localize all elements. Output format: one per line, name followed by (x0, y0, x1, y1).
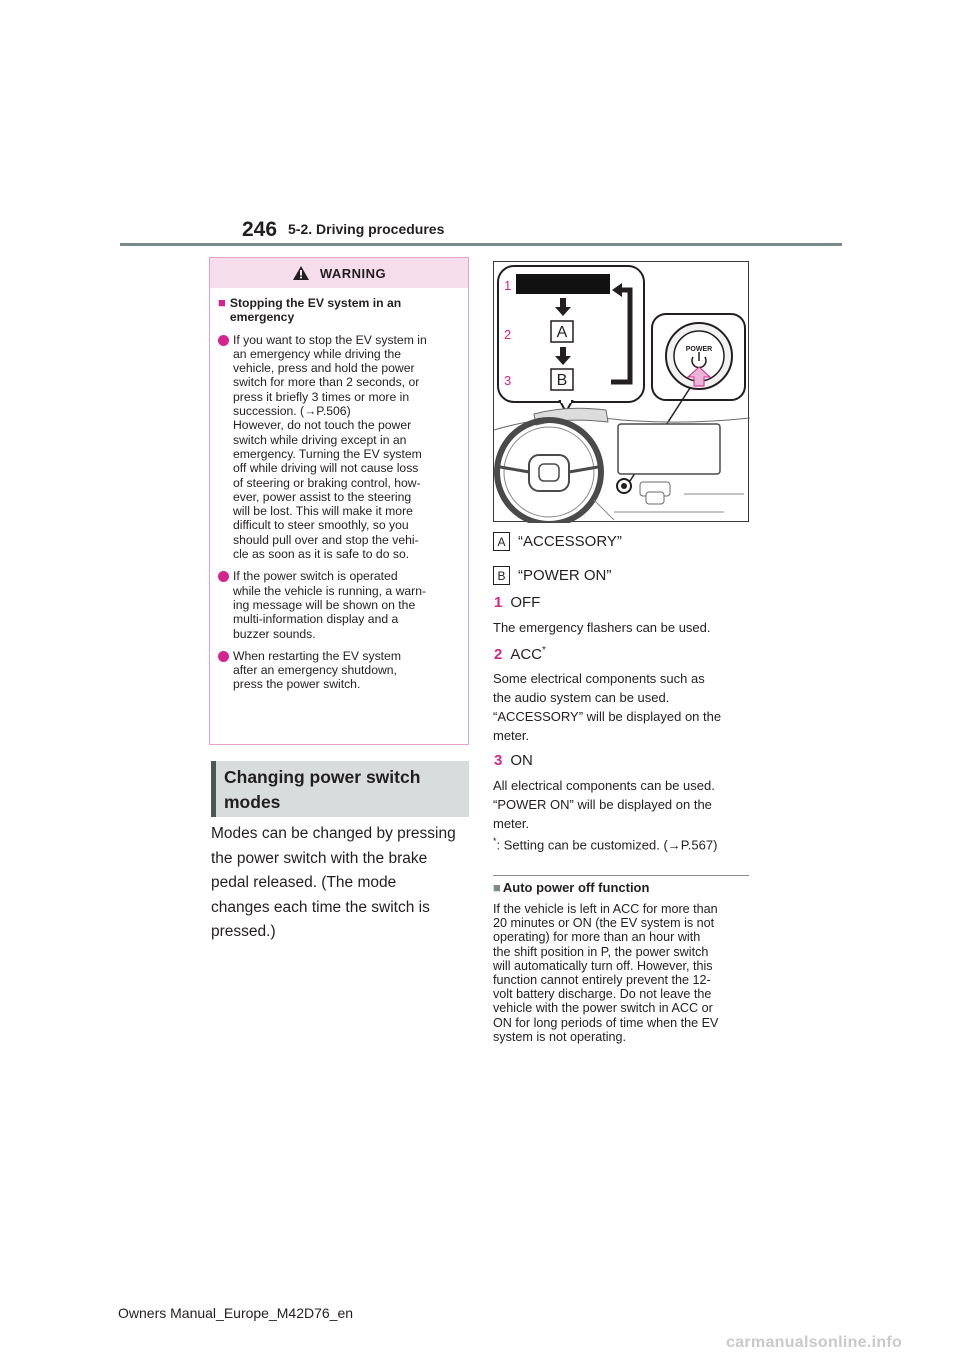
warning-heading-text: Stopping the EV system in an emergency (229, 296, 402, 325)
auto-off-body: If the vehicle is left in ACC for more than 20 minutes or ON (the EV system is not operating) for more than an hour with the shift position in P, the power switch will automatically turn off. However, this function cannot entirely prevent the 12- volt battery discharge. Do not leave the vehicle with the power switch in ACC or ON for long periods of time when the EV system is not operating. (493, 902, 719, 1044)
mode-on-desc: All electrical components can be used. “POWER ON” will be displayed on the meter. (493, 778, 715, 831)
footnote (493, 836, 717, 852)
warning-bullet-text: If you want to stop the EV system in an emergency while driving the vehicle, press and hold the power switch for more than 2 seconds, or press it briefly 3 times or more in succession. (→P.506) However, do not touch the power switch while driving except in an emergency. Turning the EV system off while driving will not cause loss of steering or braking control, how- ever, power assist to the steering will be lost. This will make it more difficult to steer smoothly, so you should pull over and stop the vehi- cle as soon as it is safe to do so. (233, 332, 427, 562)
warning-heading (218, 296, 458, 325)
box-letter-b: B (556, 372, 568, 389)
power-button-text: POWER (685, 346, 713, 353)
warning-bullet-text: When restarting the EV system after an emergency shutdown, press the power switch. (233, 648, 401, 692)
square-bullet-icon: ■ (218, 295, 226, 310)
step-2-label: 2 (504, 327, 512, 342)
mode-name: OFF (510, 594, 541, 611)
label-a-row (493, 532, 622, 551)
mode-number: 3 (494, 752, 503, 769)
warning-triangle-icon (292, 265, 310, 281)
footer-doc-id: Owners Manual_Europe_M42D76_en (118, 1305, 354, 1321)
warning-bullet (218, 649, 458, 692)
step-1-label: 1 (504, 278, 512, 293)
display-bar (516, 274, 610, 294)
bullet-dot-icon (218, 335, 229, 346)
mode-name: ACC (510, 646, 543, 663)
mode-name: ON (510, 752, 533, 769)
auto-off-title: Auto power off function (502, 880, 650, 895)
customizable-mark: * (542, 645, 546, 656)
warning-header (210, 258, 468, 288)
label-b-box: B (493, 566, 510, 585)
label-b-row (493, 566, 611, 585)
mode-off-desc: The emergency flashers can be used. (493, 620, 711, 635)
watermark: carmanualsonline.info (726, 1334, 903, 1351)
square-bullet-icon: ■ (493, 880, 501, 895)
section-heading-box (211, 761, 469, 817)
page-number: 246 (242, 218, 278, 241)
bullet-dot-icon (218, 571, 229, 582)
intro-paragraph: Modes can be changed by pressing the power switch with the brake pedal released. (The mode changes each time the switch is pressed.) (211, 825, 456, 940)
header-rule (120, 243, 842, 246)
mode-acc (494, 645, 546, 663)
warning-bullet-text: If the power switch is operated while the vehicle is running, a warn- ing message will be shown on the multi-information display and a buzzer sounds. (233, 569, 427, 641)
box-letter-a: A (556, 324, 568, 341)
dashboard-drawing (494, 262, 750, 523)
mode-acc-desc: Some electrical components such as the audio system can be used. “ACCESSORY” will be displayed on the meter. (493, 671, 722, 743)
section-title: 5-2. Driving procedures (288, 221, 445, 237)
label-b-text: “POWER ON” (518, 567, 612, 584)
auto-off-heading (493, 880, 649, 895)
label-a-text: “ACCESSORY” (518, 533, 622, 550)
footnote-mark: * (493, 836, 497, 846)
warning-bullet (218, 569, 458, 640)
mode-number: 2 (494, 646, 503, 663)
footnote-text: : Setting can be customized. (→P.567) (496, 837, 718, 853)
label-a-box: A (493, 532, 510, 551)
warning-bullet (218, 333, 458, 562)
warning-box (209, 257, 469, 745)
section-rule (493, 875, 749, 876)
step-3-label: 3 (504, 373, 512, 388)
warning-title: WARNING (319, 265, 387, 281)
mode-number: 1 (494, 594, 503, 611)
section-heading: Changing power switch modes (224, 767, 421, 812)
mode-on (494, 752, 533, 769)
mode-off (494, 594, 540, 611)
mode-name-wrap (510, 645, 546, 663)
power-switch-illustration (493, 261, 749, 522)
bullet-dot-icon (218, 651, 229, 662)
